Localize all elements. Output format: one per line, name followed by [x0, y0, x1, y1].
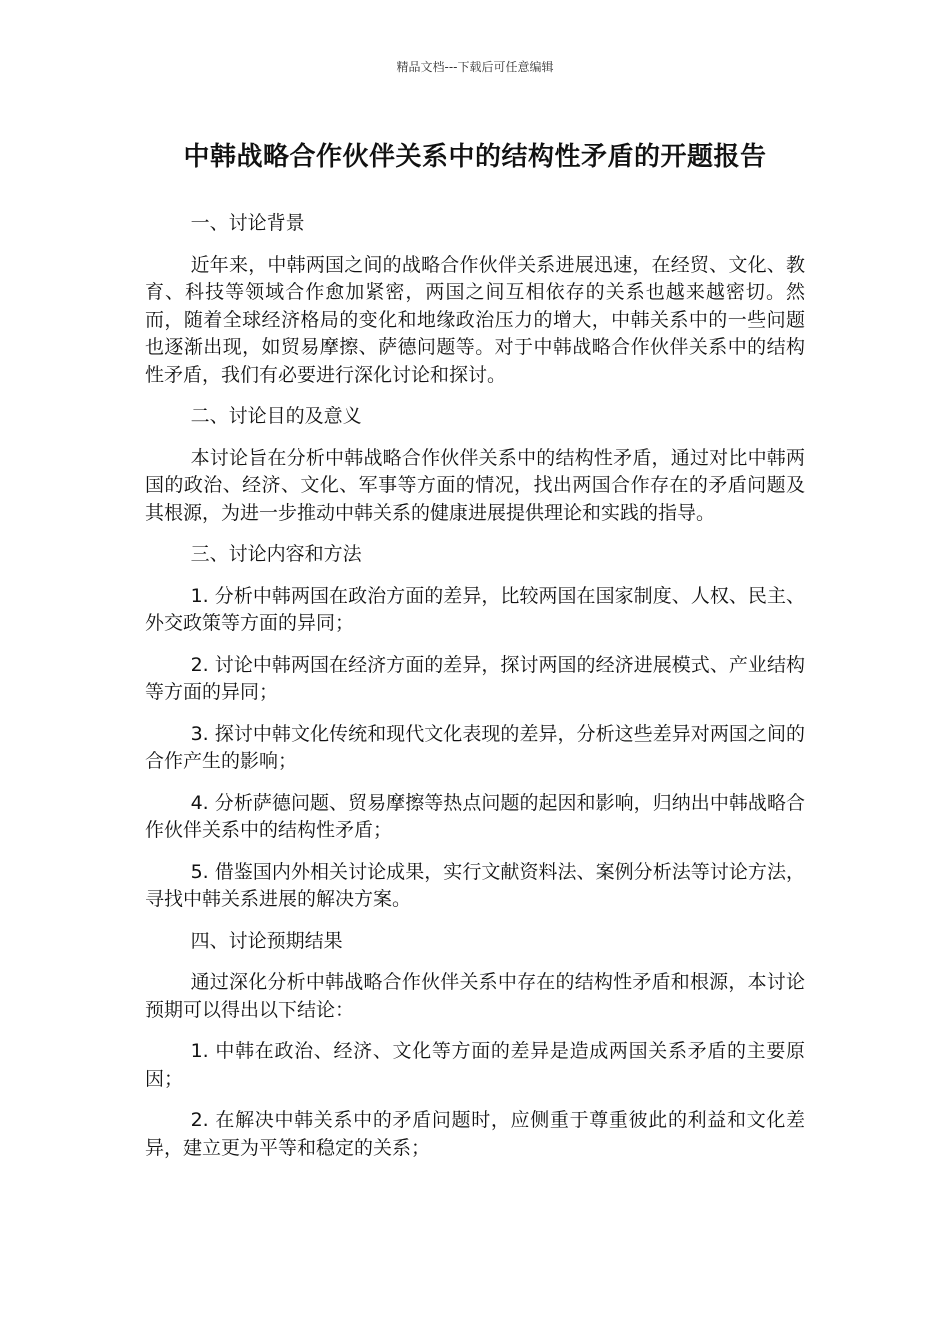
paragraph-purpose: 本讨论旨在分析中韩战略合作伙伴关系中的结构性矛盾，通过对比中韩两国的政治、经济、文化、军事等方面的情况，找出两国合作存在的矛盾问题及其根源，为进一步推动中韩关系的健康进展提供理论和实践的指导。	[145, 446, 805, 524]
list-item-content-3: 3. 探讨中韩文化传统和现代文化表现的差异，分析这些差异对两国之间的合作产生的影响；	[145, 722, 805, 772]
section-heading-purpose: 二、讨论目的及意义	[190, 405, 362, 427]
list-item-result-1: 1. 中韩在政治、经济、文化等方面的差异是造成两国关系矛盾的主要原因；	[145, 1040, 805, 1090]
section-heading-expected-results: 四、讨论预期结果	[190, 929, 343, 952]
header-note: 精品文档---下载后可任意编辑	[396, 60, 554, 74]
paragraph-background: 近年来，中韩两国之间的战略合作伙伴关系进展迅速，在经贸、文化、教育、科技等领域合作愈加紧密，两国之间互相依存的关系也越来越密切。然而，随着全球经济格局的变化和地缘政治压力的增大，中韩关系中的一些问题也逐渐出现，如贸易摩擦、萨德问题等。对于中韩战略合作伙伴关系中的结构性矛盾，我们有必要进行深化讨论和探讨。	[145, 253, 805, 386]
document-body	[145, 210, 805, 1176]
document-title: 中韩战略合作伙伴关系中的结构性矛盾的开题报告	[183, 142, 767, 172]
paragraph-expected-results: 通过深化分析中韩战略合作伙伴关系中存在的结构性矛盾和根源，本讨论预期可以得出以下结论：	[145, 971, 805, 1021]
list-item-result-2: 2. 在解决中韩关系中的矛盾问题时，应侧重于尊重彼此的利益和文化差异，建立更为平等和稳定的关系；	[145, 1109, 805, 1159]
list-item-content-2: 2. 讨论中韩两国在经济方面的差异，探讨两国的经济进展模式、产业结构等方面的异同；	[145, 653, 805, 703]
section-heading-background: 一、讨论背景	[190, 212, 305, 234]
list-item-content-5: 5. 借鉴国内外相关讨论成果，实行文献资料法、案例分析法等讨论方法，寻找中韩关系进展的解决方案。	[145, 860, 805, 910]
section-heading-content-methods: 三、讨论内容和方法	[190, 543, 362, 565]
list-item-content-1: 1. 分析中韩两国在政治方面的差异，比较两国在国家制度、人权、民主、外交政策等方面的异同；	[145, 584, 805, 634]
list-item-content-4: 4. 分析萨德问题、贸易摩擦等热点问题的起因和影响，归纳出中韩战略合作伙伴关系中的结构性矛盾；	[145, 791, 805, 841]
